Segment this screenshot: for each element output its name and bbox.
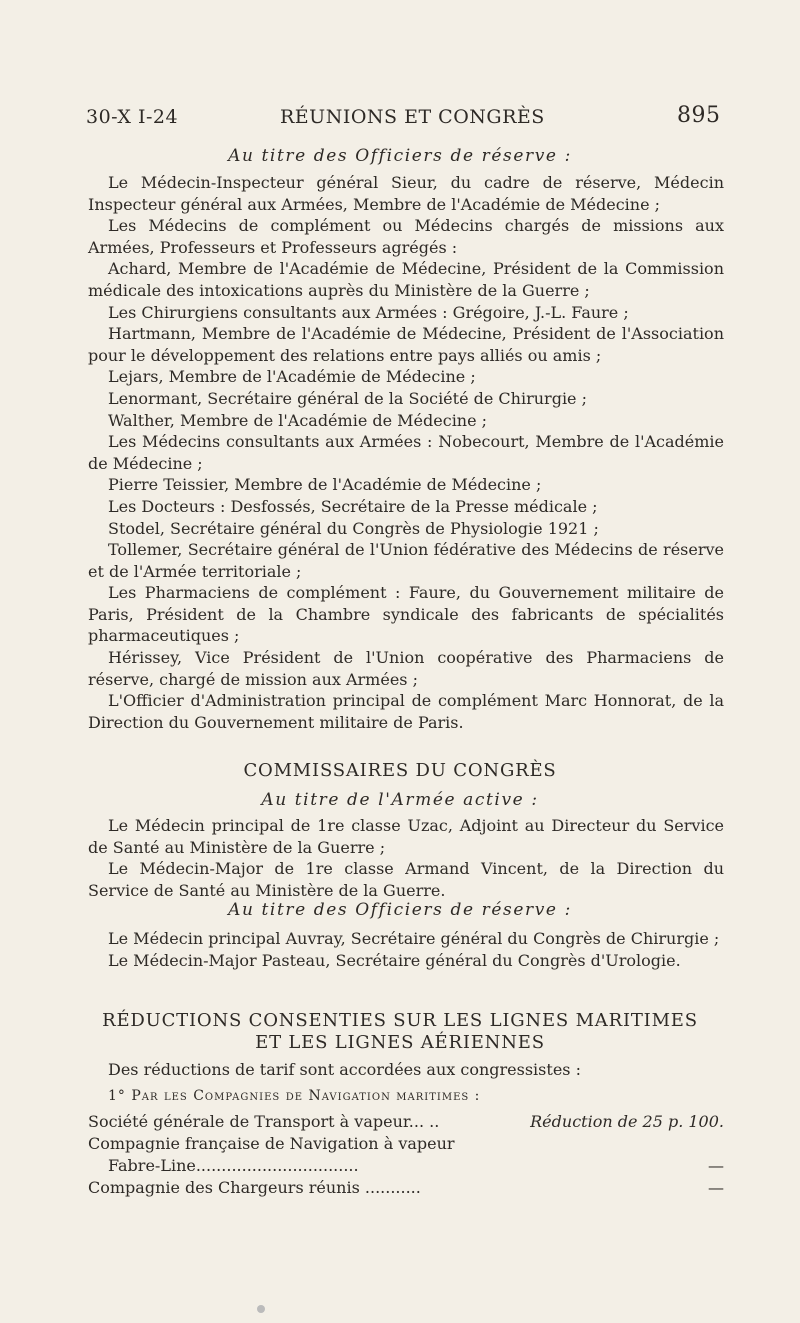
reductions-intro: Des réductions de tarif sont accordées aux congressistes : xyxy=(108,1060,581,1079)
paragraph: Le Médecin-Major Pasteau, Secrétaire général du Congrès d'Urologie. xyxy=(108,950,681,970)
table-row xyxy=(88,1134,724,1153)
paragraph: Le Médecin-Major de 1re classe Armand Vincent, de la Direction du Service de Santé au Ministère de la Guerre. xyxy=(88,859,724,900)
company-name: Compagnie des Chargeurs réunis ........... xyxy=(88,1178,421,1197)
paragraph: Les Docteurs : Desfossés, Secrétaire de la Presse médicale ; xyxy=(108,496,598,516)
paragraph: Les Chirurgiens consultants aux Armées : Grégoire, J.-L. Faure ; xyxy=(108,302,629,322)
paragraph: Le Médecin principal de 1re classe Uzac, Adjoint au Directeur du Service de Santé au Ministère de la Guerre ; xyxy=(88,816,724,857)
paragraph: L'Officier d'Administration principal de complément Marc Honnorat, de la Direction du Gouvernement militaire de Paris. xyxy=(88,691,724,732)
paragraph: Lenormant, Secrétaire général de la Société de Chirurgie ; xyxy=(108,388,587,408)
table-row xyxy=(88,1112,724,1131)
page-number: 895 xyxy=(677,103,721,128)
reduction-value: Réduction de 25 p. 100. xyxy=(530,1112,724,1131)
paragraph: Hartmann, Membre de l'Académie de Médecine, Président de l'Association pour le développement des relations entre pays alliés ou amis ; xyxy=(88,324,724,365)
ink-spot xyxy=(257,1305,265,1313)
paragraph: Les Médecins de complément ou Médecins chargés de missions aux Armées, Professeurs et Professeurs agrégés : xyxy=(88,216,724,257)
paragraph: Hérissey, Vice Président de l'Union coopérative des Pharmaciens de réserve, chargé de mission aux Armées ; xyxy=(88,648,724,689)
section-title-commissaires: COMMISSAIRES DU CONGRÈS xyxy=(243,760,557,781)
table-row xyxy=(88,1178,724,1197)
section2-reserve-body xyxy=(88,928,724,971)
paragraph: Tollemer, Secrétaire général de l'Union fédérative des Médecins de réserve et de l'Armée territoriale ; xyxy=(88,540,724,581)
paragraph: Les Médecins consultants aux Armées : Nobecourt, Membre de l'Académie de Médecine ; xyxy=(88,432,724,473)
paragraph: Les Pharmaciens de complément : Faure, du Gouvernement militaire de Paris, Président de la Chambre syndicale des fabricants de spécialités pharmaceutiques ; xyxy=(88,583,724,646)
header-date: 30-X I-24 xyxy=(86,106,179,128)
subtitle-reserve: Au titre des Officiers de réserve : xyxy=(228,146,572,166)
section-title-reductions-line2: ET LES LIGNES AÉRIENNES xyxy=(255,1032,545,1053)
subtitle-active: Au titre de l'Armée active : xyxy=(261,790,539,810)
section1-body xyxy=(88,172,724,733)
paragraph: Achard, Membre de l'Académie de Médecine, Président de la Commission médicale des intoxications auprès du Ministère de la Guerre ; xyxy=(88,259,724,300)
company-name: Compagnie française de Navigation à vapeur xyxy=(88,1134,455,1153)
companies-heading: 1° Par les Compagnies de Navigation maritimes : xyxy=(108,1088,481,1104)
company-name: Fabre-Line................................ xyxy=(108,1156,359,1175)
paragraph: Walther, Membre de l'Académie de Médecine ; xyxy=(108,410,488,430)
table-row xyxy=(108,1156,724,1175)
reduction-value: — xyxy=(708,1156,724,1175)
header-title: RÉUNIONS ET CONGRÈS xyxy=(280,106,545,128)
subtitle-reserve-2: Au titre des Officiers de réserve : xyxy=(228,900,572,920)
paragraph: Le Médecin principal Auvray, Secrétaire général du Congrès de Chirurgie ; xyxy=(108,929,720,948)
paragraph: Stodel, Secrétaire général du Congrès de Physiologie 1921 ; xyxy=(108,518,599,538)
paragraph: Lejars, Membre de l'Académie de Médecine ; xyxy=(108,367,476,387)
paragraph: Le Médecin-Inspecteur général Sieur, du cadre de réserve, Médecin Inspecteur général aux Armées, Membre de l'Académie de Médecine ; xyxy=(88,173,724,214)
section-title-reductions-line1: RÉDUCTIONS CONSENTIES SUR LES LIGNES MARITIMES xyxy=(102,1010,698,1031)
paragraph: Pierre Teissier, Membre de l'Académie de Médecine ; xyxy=(108,475,542,495)
section2-active-body xyxy=(88,815,724,901)
company-name: Société générale de Transport à vapeur... .. xyxy=(88,1112,440,1131)
reduction-value: — xyxy=(708,1178,724,1197)
